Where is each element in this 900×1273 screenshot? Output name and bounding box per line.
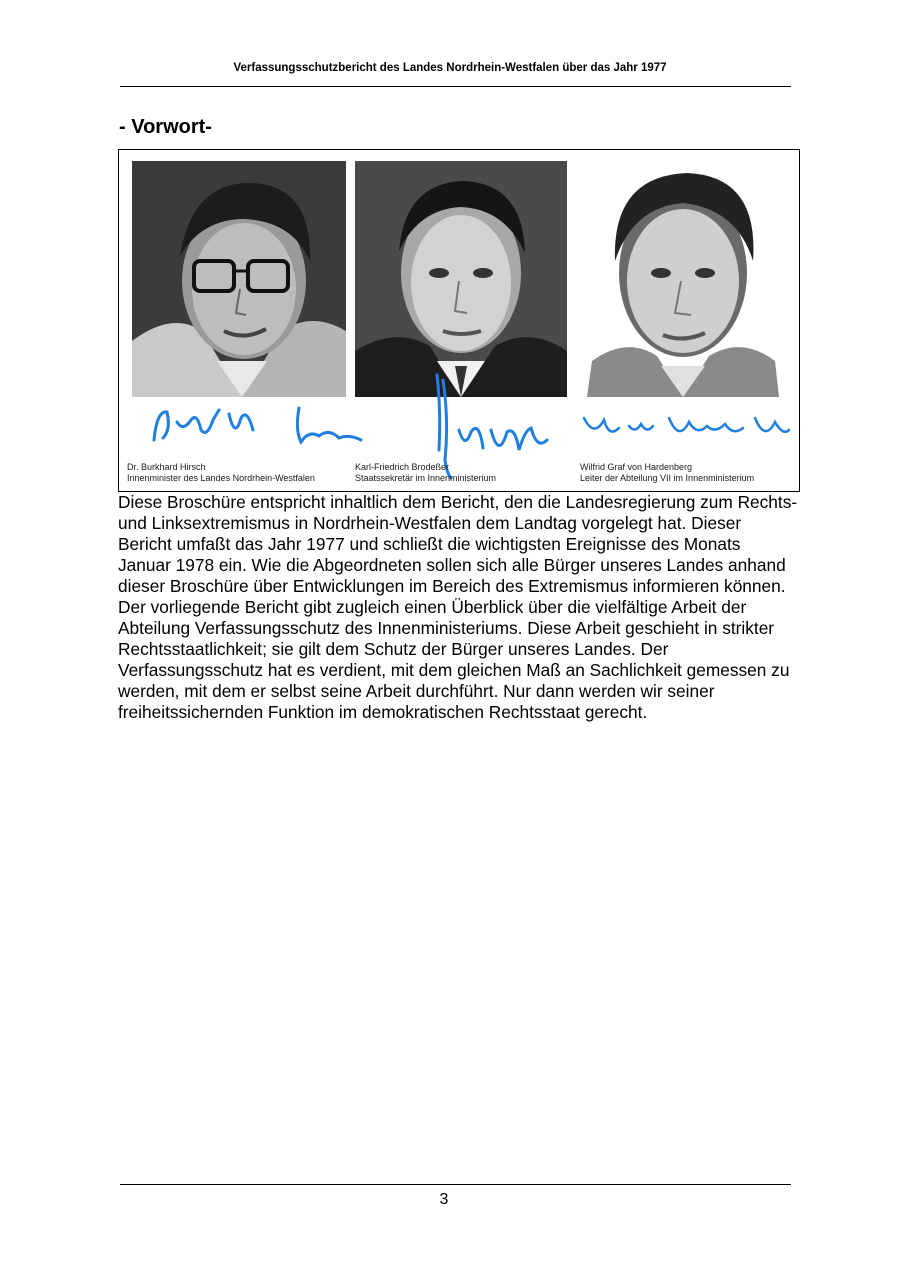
caption-name: Wilfrid Graf von Hardenberg [580,462,693,472]
portrait-photo-brodesser [355,161,567,397]
paragraph: Der vorliegende Bericht gibt zugleich einen Überblick über die vielfältige Arbeit der Abteilung Verfassungsschutz des Innenministeriums. Diese Arbeit geschieht in strikter Rechtsstaatlichkeit; sie gilt dem Schutz der Bürger unseres Landes. Der Verfassungsschutz hat es verdient, mit dem gleichen Maß an Sachlichkeit gemessen zu werden, mit dem er selbst seine Arbeit durchführt. Nur dann werden wir seiner freiheitssichernden Funktion im demokratischen Rechtsstaat gerecht. [118,597,790,722]
caption-name: Dr. Burkhard Hirsch [127,462,206,472]
caption-role: Leiter der Abteilung VII im Innenministerium [580,473,755,483]
footer-divider [120,1184,791,1185]
section-title: - Vorwort- [119,116,212,138]
signature-hirsch [149,400,379,455]
caption-name: Karl-Friedrich Brodeßer [355,462,450,472]
portrait-photo-hirsch [132,161,346,397]
foreword-text [118,492,798,723]
page-number: 3 [439,1191,449,1208]
signature-hardenberg [579,408,794,453]
running-header: Verfassungsschutzbericht des Landes Nordrhein-Westfalen über das Jahr 1977 [233,62,667,74]
portrait-photo-hardenberg [577,161,789,397]
caption-brodesser [355,462,496,484]
header-divider [120,86,791,87]
caption-hirsch [127,462,315,484]
paragraph: Diese Broschüre entspricht inhaltlich dem Bericht, den die Landesregierung zum Rechts- und Linksextremismus in Nordrhein-Westfalen dem Landtag vorgelegt hat. Dieser Bericht umfaßt das Jahr 1977 und schließt die wichtigsten Ereignisse des Monats Januar 1978 ein. Wie die Abgeordneten sollen sich alle Bürger unseres Landes anhand dieser Broschüre über Entwicklungen im Bereich des Extremismus informieren können. [118,492,798,596]
caption-hardenberg [580,462,754,484]
caption-role: Innenminister des Landes Nordrhein-Westfalen [127,473,315,483]
caption-role: Staatssekretär im Innenministerium [355,473,497,483]
portrait-figure [118,149,800,492]
